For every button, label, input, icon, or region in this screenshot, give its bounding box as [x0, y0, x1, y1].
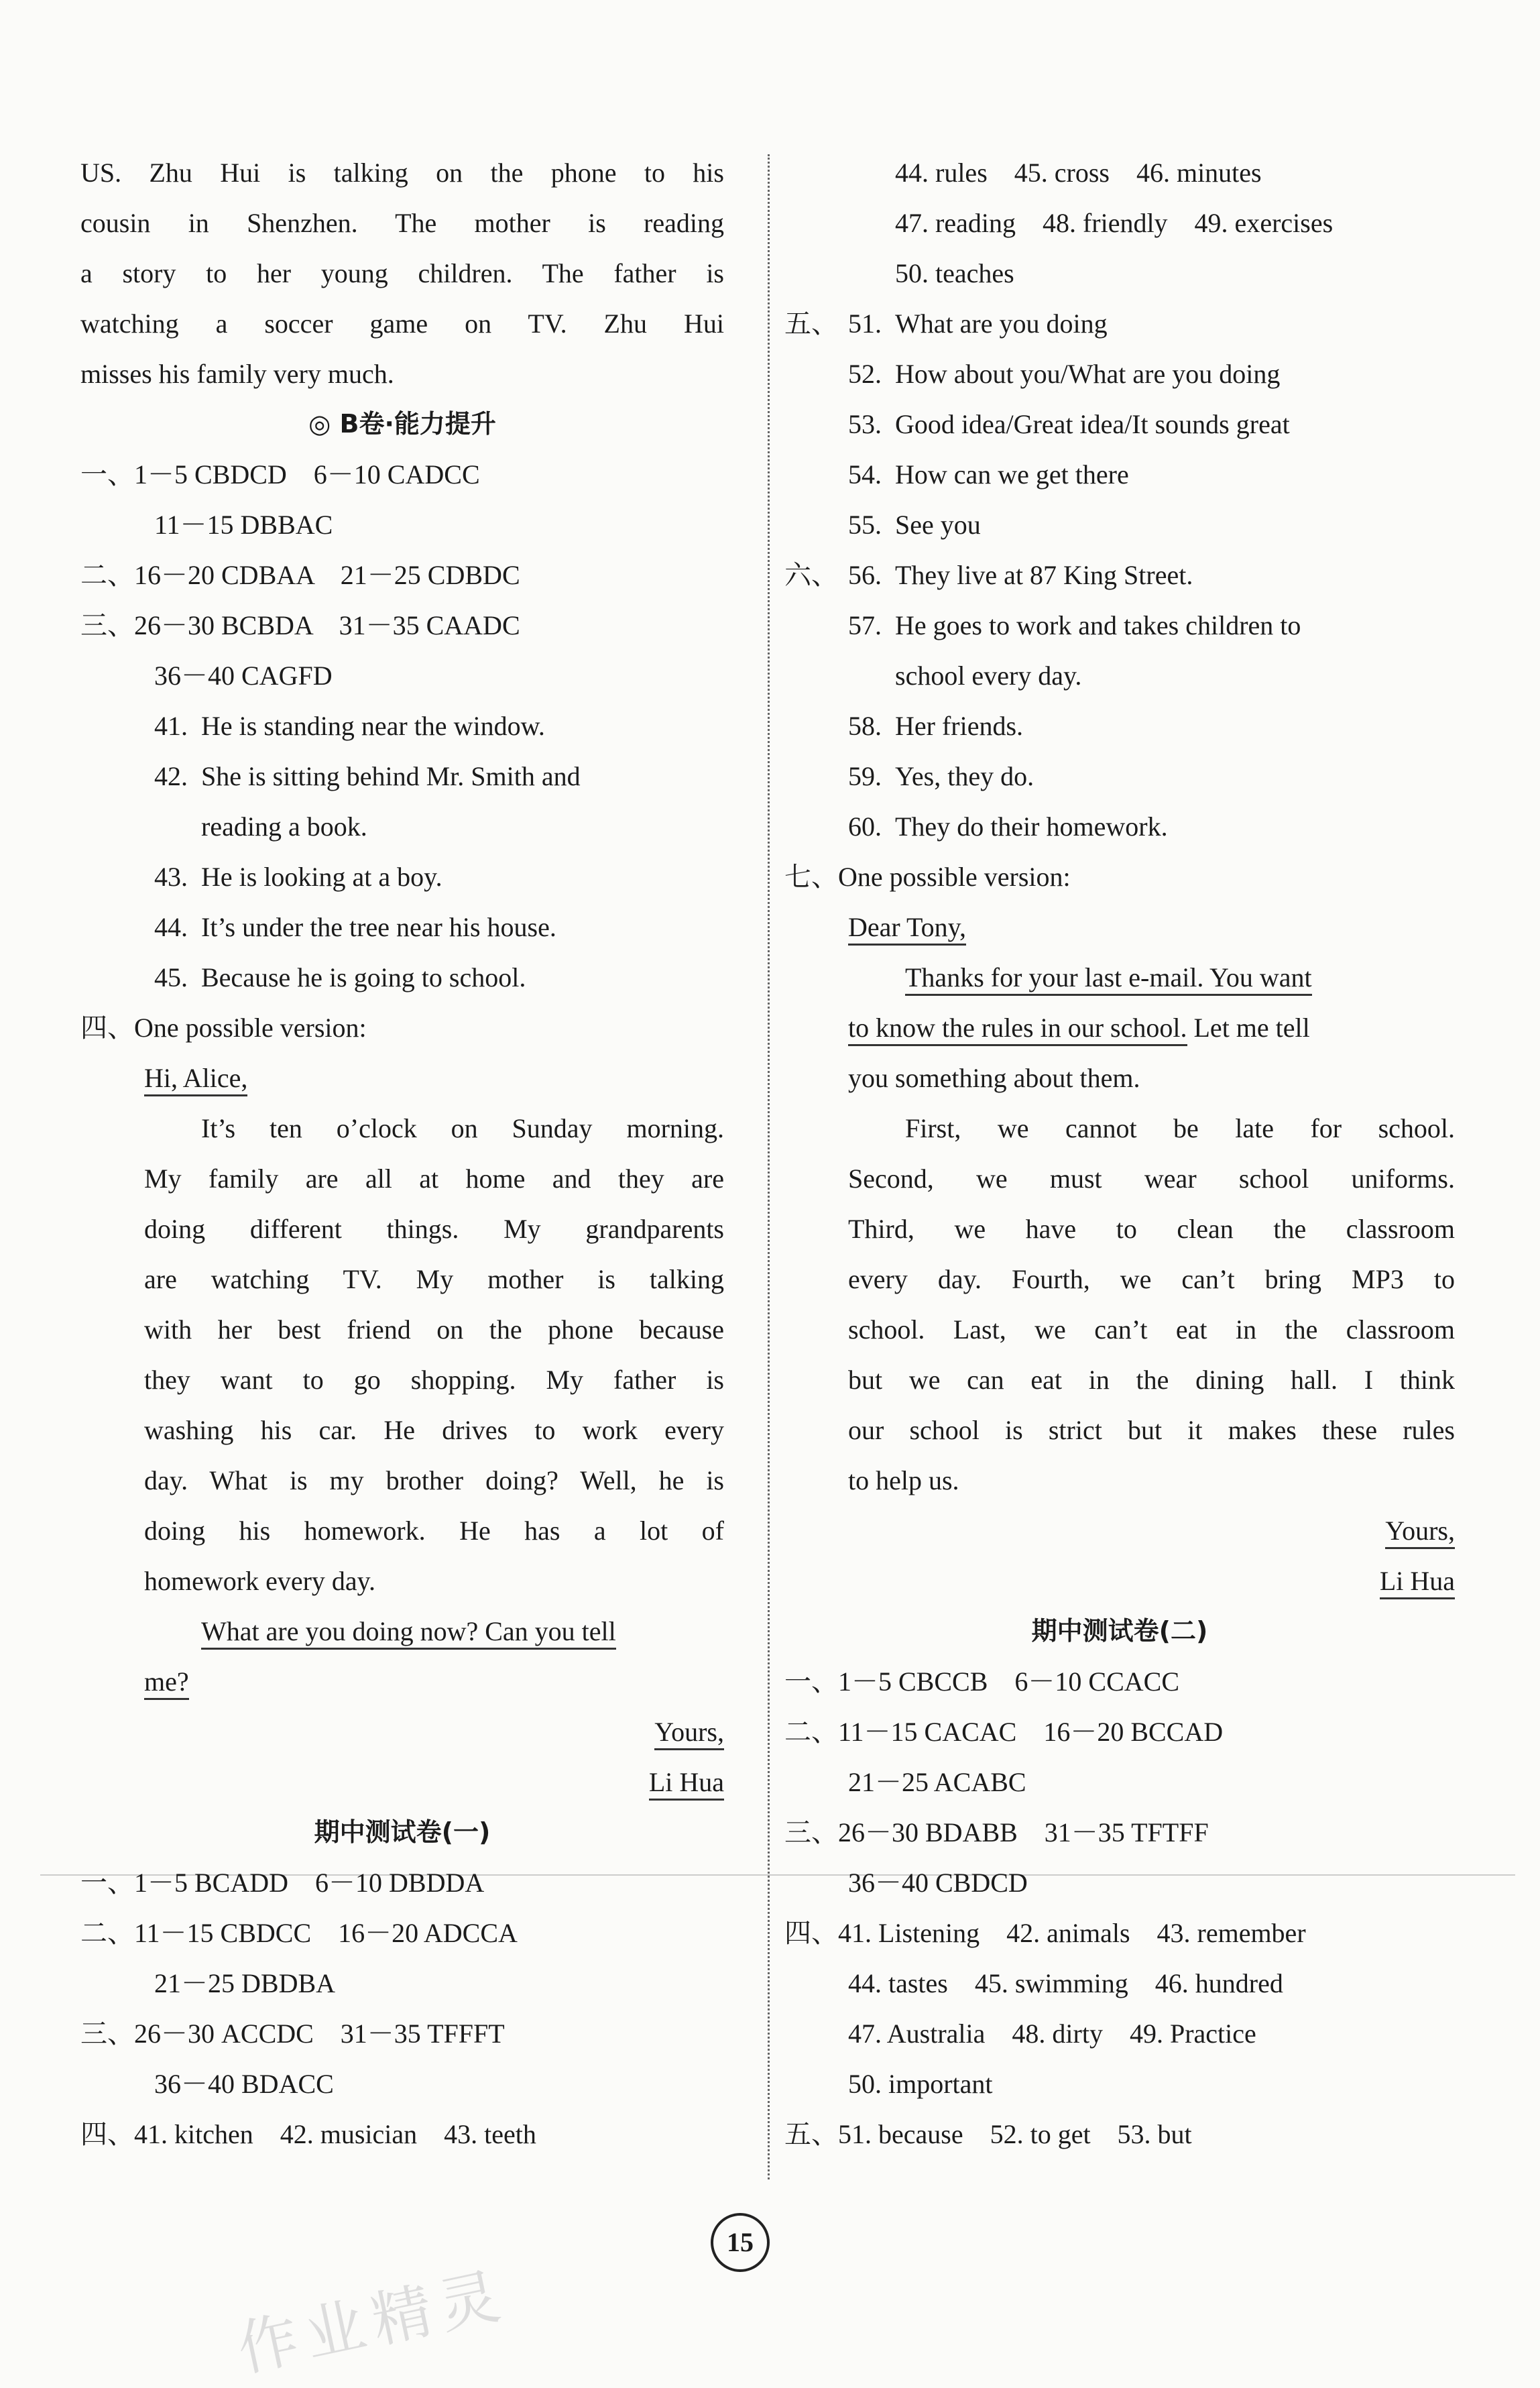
letter-line: homework every day.	[144, 1566, 376, 1596]
answer-line: 44. rules 45. cross 46. minutes	[895, 158, 1262, 188]
page-number: 15	[711, 2213, 770, 2272]
letter-line: every day. Fourth, we can’t bring MP3 to	[848, 1264, 1455, 1294]
answer-line: 21－25 ACABC	[848, 1767, 1026, 1797]
answer-line: 50. important	[848, 2069, 993, 2099]
letter-signature: Li Hua	[848, 1556, 1455, 1606]
column-divider	[768, 154, 770, 2179]
answer-item: 60. They do their homework.	[848, 811, 1168, 842]
left-column	[80, 148, 724, 2159]
letter-line: doing different things. My grandparents	[144, 1214, 724, 1244]
letter-line: with her best friend on the phone because	[144, 1314, 724, 1345]
answer-line: 36－40 CAGFD	[154, 661, 333, 691]
answer-item: 45. Because he is going to school.	[154, 962, 526, 992]
answer-line: 一、1－5 CBDCD 6－10 CADCC	[80, 459, 480, 490]
answer-item: 57. He goes to work and takes children to	[848, 610, 1301, 640]
answer-item: 43. He is looking at a boy.	[154, 862, 442, 892]
answer-line: 三、26－30 ACCDC 31－35 TFFFT	[80, 2019, 505, 2049]
answer-line: 50. teaches	[895, 258, 1014, 288]
letter-greeting: Dear Tony,	[784, 902, 1455, 952]
letter-line: It’s ten o’clock on Sunday morning.	[201, 1113, 724, 1143]
answer-item: 55. See you	[848, 510, 981, 540]
answer-line: 36－40 BDACC	[154, 2069, 334, 2099]
letter-greeting: Hi, Alice,	[80, 1053, 724, 1103]
letter-closing-question: me?	[144, 1656, 724, 1707]
answer-item: 58. Her friends.	[848, 711, 1024, 741]
letter-closing-question: What are you doing now? Can you tell	[144, 1606, 724, 1656]
letter-line: to know the rules in our school. Let me tell	[848, 1003, 1455, 1053]
letter-line: Third, we have to clean the classroom	[848, 1214, 1455, 1244]
answer-line: 一、1－5 CBCCB 6－10 CCACC	[784, 1666, 1180, 1697]
answer-item: 59. Yes, they do.	[848, 761, 1034, 791]
letter-signoff: Yours,	[144, 1707, 724, 1757]
letter-line: day. What is my brother doing? Well, he is	[144, 1465, 724, 1495]
answer-line: 四、41. kitchen 42. musician 43. teeth	[80, 2119, 536, 2149]
answer-line: 47. reading 48. friendly 49. exercises	[895, 208, 1334, 238]
letter-body	[784, 952, 1455, 1606]
answer-line: 44. tastes 45. swimming 46. hundred	[848, 1968, 1283, 1998]
letter-signature: Li Hua	[144, 1757, 724, 1807]
letter-line: First, we cannot be late for school.	[905, 1113, 1455, 1143]
section-title-b: ◎ B卷·能力提升	[308, 409, 496, 439]
section-title-midterm-1: 期中测试卷(一)	[314, 1817, 491, 1847]
intro-line: watching a soccer game on TV. Zhu Hui	[80, 308, 724, 339]
answer-line: 二、11－15 CBDCC 16－20 ADCCA	[80, 1918, 518, 1948]
right-column	[784, 148, 1455, 2159]
letter-line: our school is strict but it makes these rules	[848, 1415, 1455, 1445]
answer-item: 44. It’s under the tree near his house.	[154, 912, 556, 942]
letter-line: doing his homework. He has a lot of	[144, 1516, 724, 1546]
answer-line: 五、51. because 52. to get 53. but	[784, 2119, 1192, 2149]
letter-line: Thanks for your last e-mail. You want	[848, 952, 1455, 1003]
letter-line: but we can eat in the dining hall. I think	[848, 1365, 1455, 1395]
letter-line: they want to go shopping. My father is	[144, 1365, 724, 1395]
letter-line: school. Last, we can’t eat in the classroom	[848, 1314, 1455, 1345]
answer-line: 36－40 CBDCD	[848, 1868, 1028, 1898]
answer-line: 11－15 DBBAC	[154, 510, 333, 540]
intro-line: misses his family very much.	[80, 359, 394, 389]
letter-line: Second, we must wear school uniforms.	[848, 1163, 1455, 1194]
answer-item: reading a book.	[201, 811, 367, 842]
letter-line: My family are all at home and they are	[144, 1163, 724, 1194]
intro-line: a story to her young children. The father is	[80, 258, 724, 288]
answer-line: 三、26－30 BDABB 31－35 TFTFF	[784, 1817, 1209, 1847]
letter-line: are watching TV. My mother is talking	[144, 1264, 724, 1294]
answer-line: 二、16－20 CDBAA 21－25 CDBDC	[80, 560, 520, 590]
answer-line: 二、11－15 CACAC 16－20 BCCAD	[784, 1717, 1224, 1747]
letter-line: washing his car. He drives to work every	[144, 1415, 724, 1445]
answer-line: 三、26－30 BCBDA 31－35 CAADC	[80, 610, 520, 640]
answer-item: 54. How can we get there	[848, 459, 1129, 490]
answer-item: 42. She is sitting behind Mr. Smith and	[154, 761, 581, 791]
answer-line: 四、41. Listening 42. animals 43. remember	[784, 1918, 1306, 1948]
answer-item: 41. He is standing near the window.	[154, 711, 545, 741]
answer-item: 五、 51. What are you doing	[784, 308, 1108, 339]
answer-item: 53. Good idea/Great idea/It sounds great	[848, 409, 1290, 439]
letter-line: you something about them.	[848, 1063, 1140, 1093]
answer-line: 21－25 DBDBA	[154, 1968, 336, 1998]
intro-line: US. Zhu Hui is talking on the phone to his	[80, 158, 724, 188]
answer-line: 47. Australia 48. dirty 49. Practice	[848, 2019, 1256, 2049]
intro-line: cousin in Shenzhen. The mother is reading	[80, 208, 724, 238]
letter-line: to help us.	[848, 1465, 959, 1495]
watermark: 作业精灵	[231, 2259, 514, 2386]
section-label: 七、One possible version:	[784, 862, 1071, 892]
answer-item: 52. How about you/What are you doing	[848, 359, 1281, 389]
section-title-midterm-2: 期中测试卷(二)	[1031, 1616, 1208, 1646]
letter-signoff: Yours,	[848, 1505, 1455, 1556]
answer-item: 六、 56. They live at 87 King Street.	[784, 560, 1193, 590]
answer-line: 一、1－5 BCADD 6－10 DBDDA	[80, 1868, 485, 1898]
section-label: 四、One possible version:	[80, 1013, 367, 1043]
answer-item: school every day.	[895, 661, 1082, 691]
letter-body	[80, 1103, 724, 1807]
